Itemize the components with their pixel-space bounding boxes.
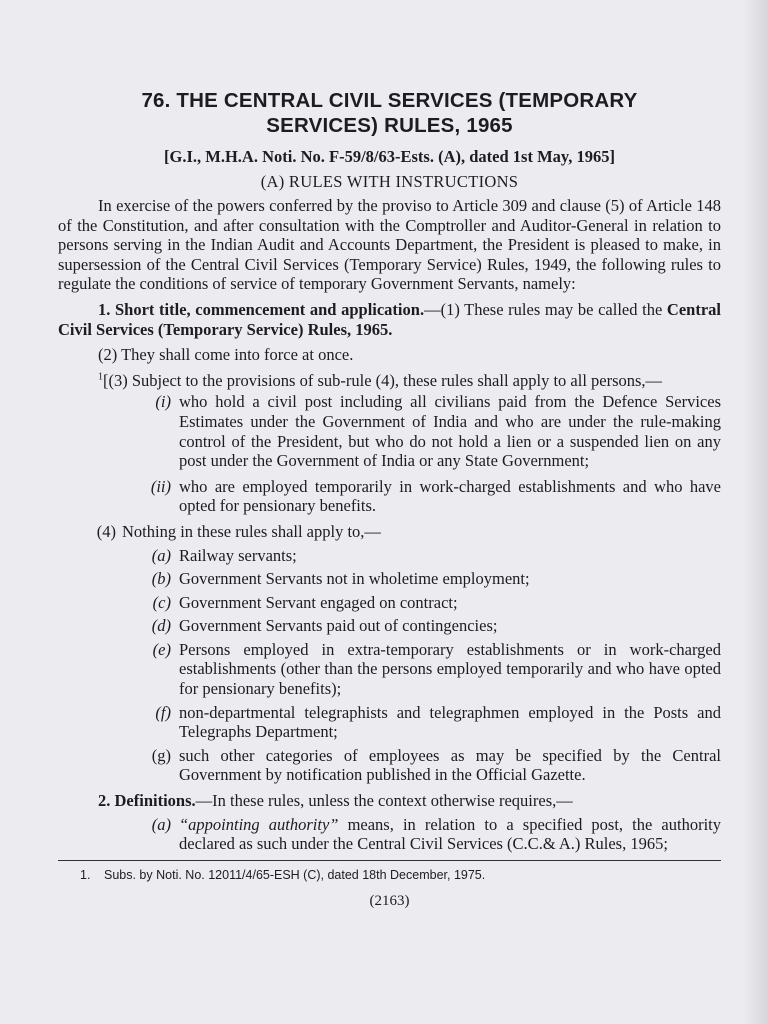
rule-1-sub-3 bbox=[58, 371, 721, 391]
list-item bbox=[58, 703, 721, 742]
defined-term: “appointing authority” bbox=[179, 814, 339, 834]
list-item-text: Government Servants not in wholetime employment; bbox=[179, 569, 530, 589]
list-item-text: such other categories of employees as may be specified by the Central Government by notification published in the Official Gazette. bbox=[179, 745, 721, 785]
section-subheading: (A) RULES WITH INSTRUCTIONS bbox=[260, 172, 519, 191]
page-number: (2163) bbox=[369, 892, 410, 909]
list-item-number: (g) bbox=[151, 745, 171, 765]
list-item bbox=[58, 815, 721, 854]
list-item-text: Nothing in these rules shall apply to,— bbox=[122, 521, 381, 541]
definition-text: means, in relation to a specified post, the authority declared as such under the Central Civil Services (C.C.& A.) Rules, 1965; bbox=[179, 814, 722, 854]
list-item bbox=[58, 616, 721, 636]
list-item bbox=[58, 593, 721, 613]
rule-1-paragraph bbox=[58, 300, 721, 339]
title-line-1: 76. THE CENTRAL CIVIL SERVICES (TEMPORARY bbox=[141, 89, 638, 112]
list-item-text: who are employed temporarily in work-charged establishments and who have opted for pensionary benefits. bbox=[179, 476, 721, 516]
footnote-divider bbox=[58, 860, 721, 861]
document-title bbox=[58, 88, 721, 138]
rule-1-heading: 1. Short title, commencement and application. bbox=[98, 299, 425, 319]
rule-1-sub-3-text: [(3) Subject to the provisions of sub-rule (4), these rules shall apply to all persons,— bbox=[103, 370, 663, 390]
list-item-text: Persons employed in extra-temporary establishments or in work-charged establishments (other than the persons employed temporarily and who have opted for pensionary benefits); bbox=[179, 639, 721, 699]
list-item-number: (c) bbox=[152, 592, 171, 612]
rule-2-heading: 2. Definitions. bbox=[98, 791, 196, 811]
rule-2-text: —In these rules, unless the context otherwise requires,— bbox=[195, 791, 573, 811]
list-item-number: (4) bbox=[96, 521, 116, 541]
rule-1-sub-2: (2) They shall come into force at once. bbox=[98, 345, 354, 365]
rule-1-text: —(1) These rules may be called the bbox=[424, 299, 667, 319]
footnote bbox=[58, 867, 721, 883]
list-item-number: (e) bbox=[152, 639, 171, 659]
list-item-text: Government Servant engaged on contract; bbox=[179, 592, 458, 612]
list-item-text bbox=[179, 815, 721, 854]
list-item-text: Railway servants; bbox=[179, 545, 297, 565]
list-item bbox=[58, 477, 721, 516]
list-item-number: (d) bbox=[151, 616, 171, 636]
list-item-text: who hold a civil post including all civilians paid from the Defence Services Estimates under the Government of India and who are under the rule-making control of the President, but who do not hold a lien or a suspended lien on any post under the Government of India or any State Government; bbox=[179, 392, 721, 471]
rule-2-paragraph bbox=[58, 791, 721, 811]
page-edge-shadow bbox=[744, 0, 768, 1024]
preamble-paragraph: In exercise of the powers conferred by the proviso to Article 309 and clause (5) of Article 148 of the Constitution, and after consultation with the Comptroller and Auditor-General in relation to persons serving in the Indian Audit and Accounts Department, the President is pleased to make, in supersession of the Central Civil Services (Temporary Service) Rules, 1949, the following rules to regulate the conditions of service of temporary Government Servants, namely: bbox=[58, 196, 721, 294]
footnote-marker: 1 bbox=[98, 371, 103, 383]
rule-1-name: Central Civil Services (Temporary Service) Rules, 1965. bbox=[58, 299, 721, 339]
list-item-number: (a) bbox=[151, 814, 171, 834]
list-item-number: (ii) bbox=[150, 476, 171, 496]
footnote-text: Subs. by Noti. No. 12011/4/65-ESH (C), dated 18th December, 1975. bbox=[104, 867, 486, 882]
notification-reference: [G.I., M.H.A. Noti. No. F-59/8/63-Ests. (A), dated 1st May, 1965] bbox=[164, 147, 615, 166]
list-item-number: (i) bbox=[155, 392, 171, 412]
document-page bbox=[58, 88, 721, 910]
footnote-number: 1. bbox=[80, 867, 91, 882]
list-item bbox=[58, 569, 721, 589]
list-item bbox=[58, 640, 721, 699]
list-item-text: non-departmental telegraphists and telegraphmen employed in the Posts and Telegraphs Department; bbox=[179, 702, 721, 742]
list-item-number: (a) bbox=[151, 545, 171, 565]
rule-1-sub-4 bbox=[58, 522, 721, 542]
list-item-number: (f) bbox=[155, 702, 171, 722]
list-item bbox=[58, 746, 721, 785]
list-item bbox=[58, 546, 721, 566]
title-line-2: SERVICES) RULES, 1965 bbox=[266, 114, 513, 137]
list-item-text: Government Servants paid out of contingencies; bbox=[179, 616, 498, 636]
list-item bbox=[58, 392, 721, 470]
list-item-number: (b) bbox=[151, 569, 171, 589]
